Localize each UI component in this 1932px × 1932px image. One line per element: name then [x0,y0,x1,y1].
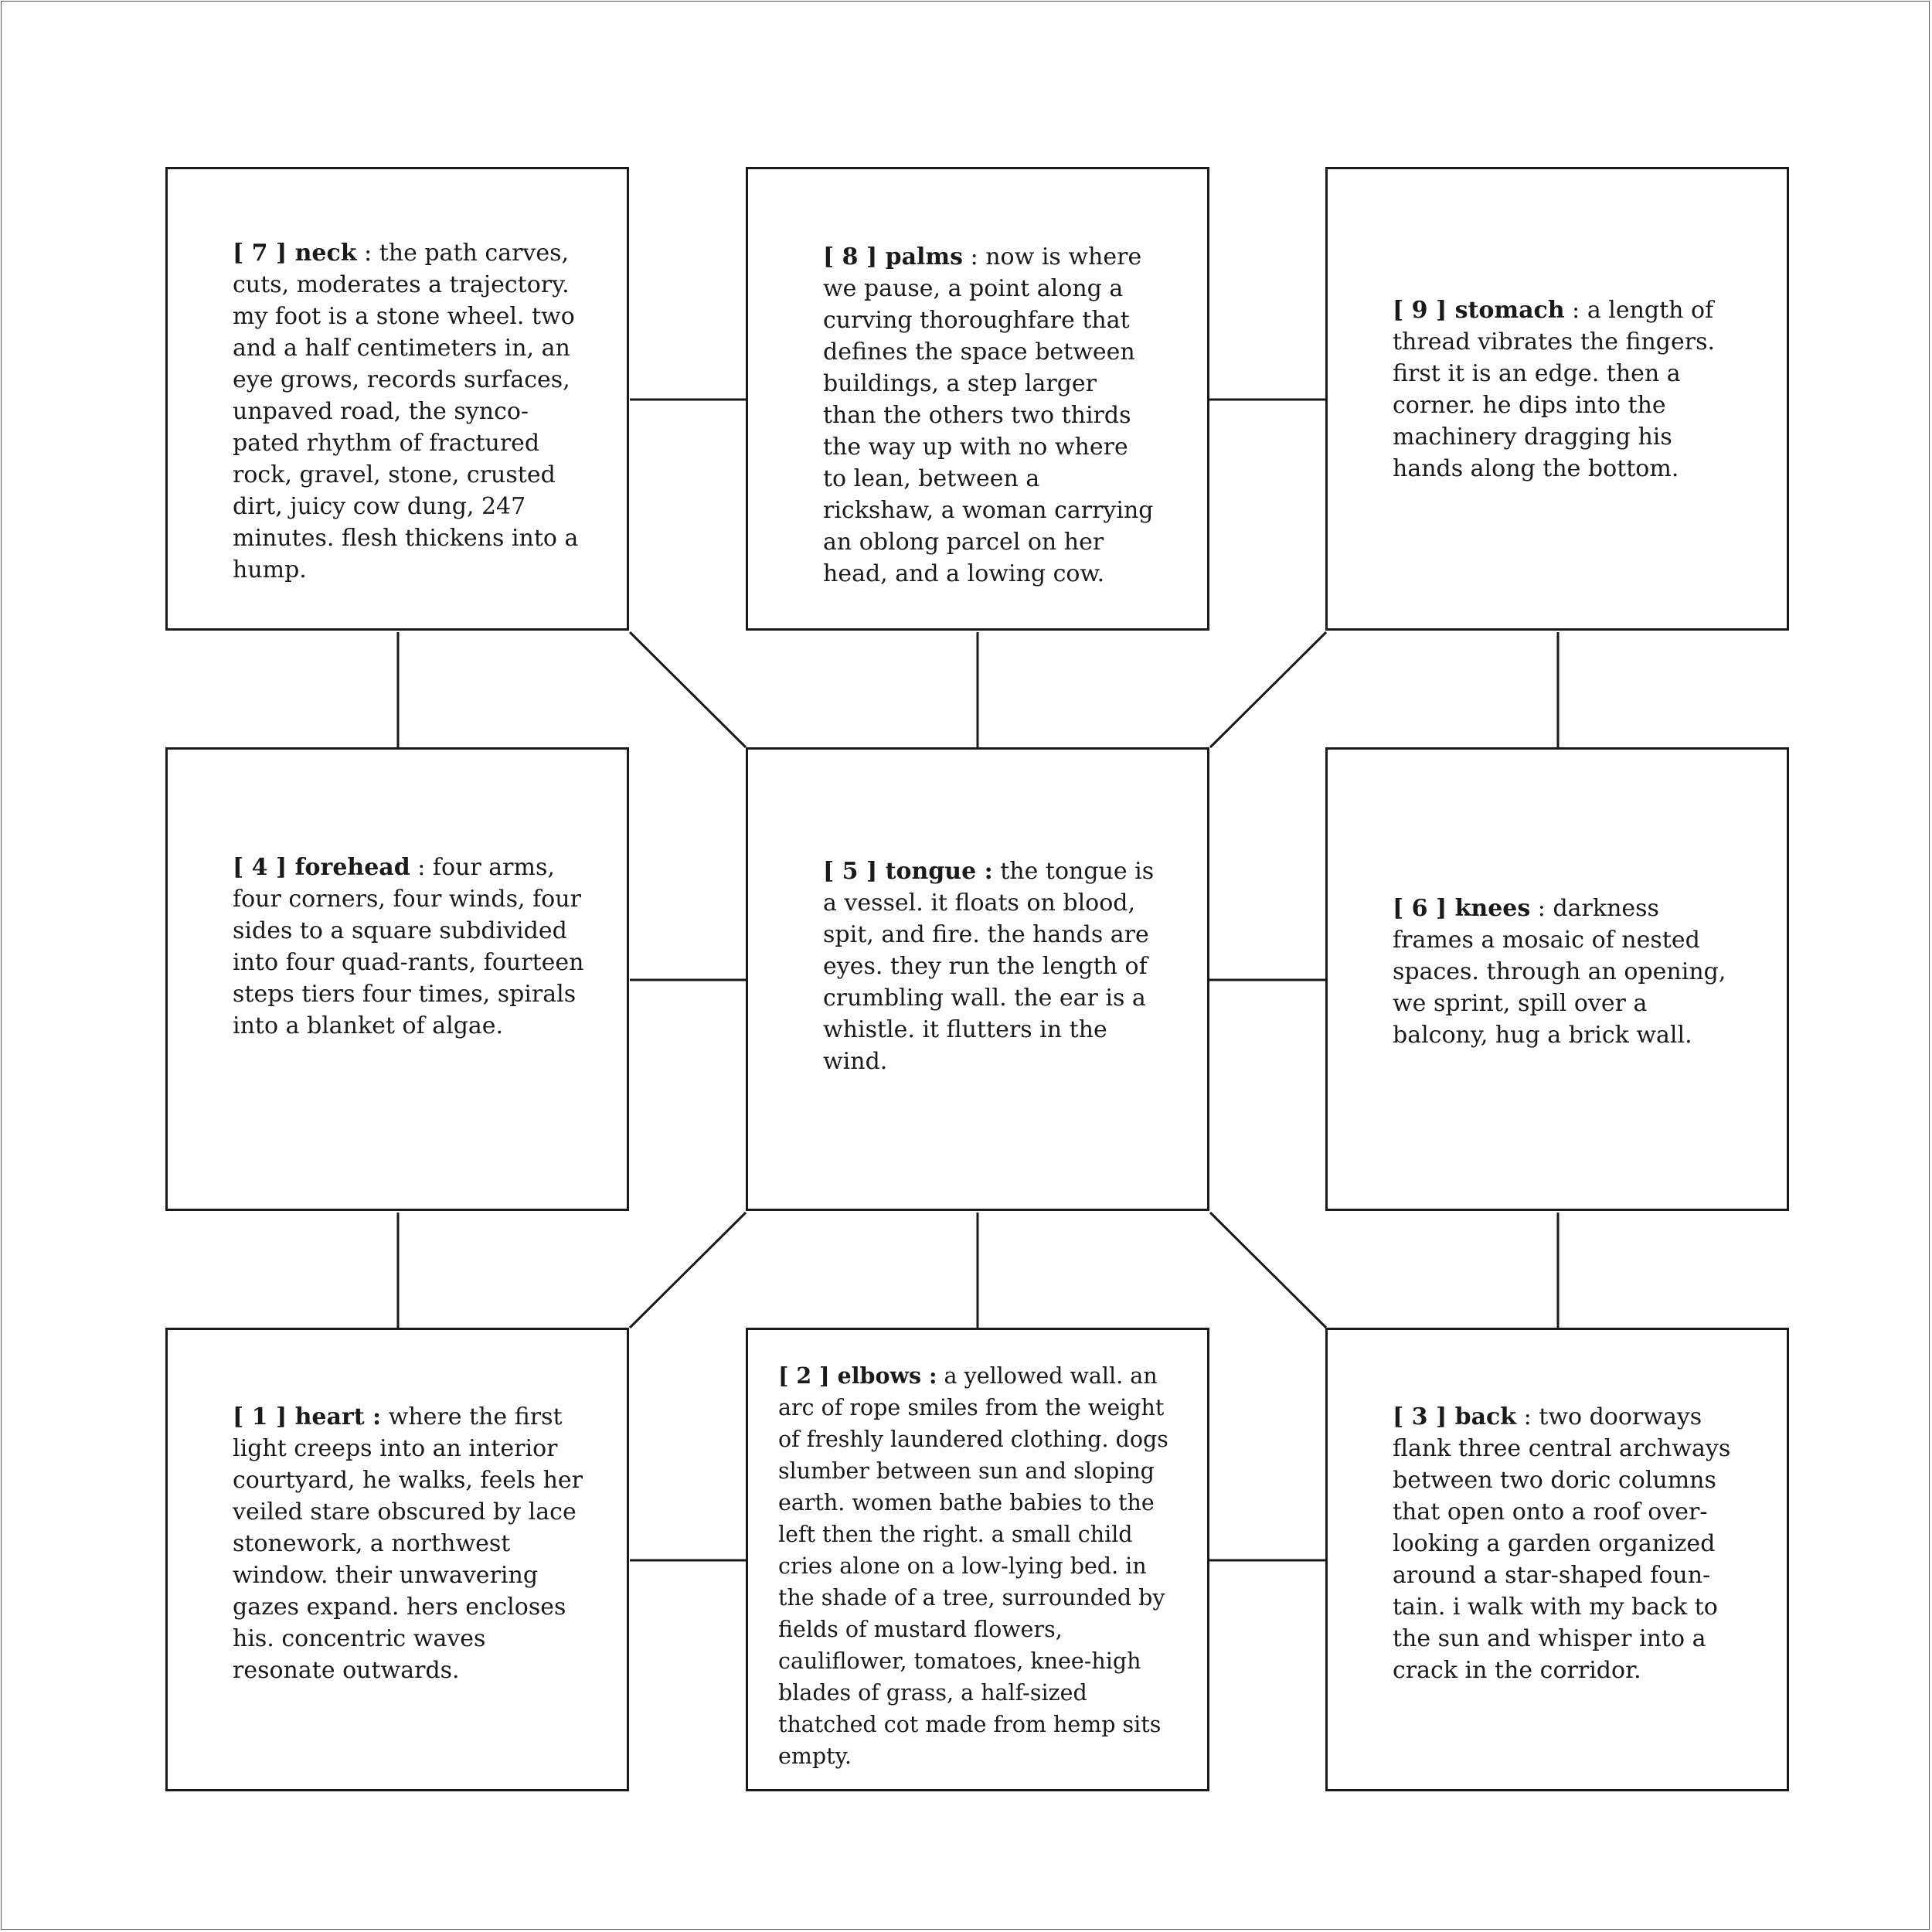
box-palms-label: [ 8 ] palms [823,243,964,270]
connector-stomach-tongue [1210,632,1326,747]
box-neck [165,167,629,631]
box-elbows-body: a yellowed wall. an arc of rope smiles from the weight of freshly laundered clothing. dogs slumber between sun and sloping earth. women bathe babies to the left then the right. a small child cries alone on a low-lying bed. in the shade of a tree, surrounded by fields of mustard flowers, cauliflower, tomatoes, knee-high blades of grass, a half-sized thatched cot made from hemp sits empty. [778,1363,1168,1769]
box-forehead-text: [ 4 ] forehead : four arms, four corners, four winds, four sides to a square subdivided into four quad-rants, fourteen steps tiers four times, spirals into a blanket of algae. [233,854,584,1039]
connector-heart-tongue [630,1213,746,1328]
connector-neck-tongue [630,632,746,747]
box-forehead [165,747,629,1211]
box-neck-text: [ 7 ] neck : the path carves, cuts, moderates a trajectory. my foot is a stone wheel. two and a half centimeters in, an eye grows, records surfaces, unpaved road, the synco-pated rhythm of fractured rock, gravel, stone, crusted dirt, juicy cow dung, 247 minutes. flesh thickens into a hump. [233,240,579,583]
box-palms-body: now is where we pause, a point along a curving thoroughfare that defines the space between buildings, a step larger than the others two thirds the way up with no where to lean, between a rickshaw, a woman carrying an oblong parcel on her head, and a lowing cow. [823,243,1154,587]
box-back-text: [ 3 ] back : two doorways flank three central archways between two doric columns that open onto a roof over-looking a garden organized around a star-shaped foun-tain. i walk with my back to the sun and whisper into a crack in the corridor. [1393,1403,1731,1684]
box-tongue-body: the tongue is a vessel. it floats on blood, spit, and fire. the hands are eyes. they run the length of crumbling wall. the ear is a whistle. it flutters in the wind. [823,858,1155,1075]
box-back-label: [ 3 ] back [1393,1403,1517,1430]
box-stomach-label: [ 9 ] stomach [1393,297,1565,324]
box-forehead-body: four arms, four corners, four winds, four sides to a square subdivided into four quad-rants, fourteen steps tiers four times, spirals into a blanket of algae. [233,854,584,1039]
box-tongue [746,747,1209,1211]
box-knees-text: [ 6 ] knees : darkness frames a mosaic of nested spaces. through an opening, we sprint, spill over a balcony, hug a brick wall. [1393,895,1726,1049]
box-heart [165,1328,629,1791]
box-elbows-text [778,1360,1179,1772]
box-palms [746,167,1209,631]
box-back [1325,1328,1789,1791]
connector-back-tongue [1210,1213,1326,1328]
box-elbows [746,1328,1209,1791]
box-elbows-label: [ 2 ] elbows : [778,1362,937,1389]
box-heart-label: [ 1 ] heart : [233,1403,382,1430]
box-knees [1325,747,1789,1211]
box-back-body: two doorways flank three central archways between two doric columns that open onto a roof over-looking a garden organized around a star-shaped foun-tain. i walk with my back to the sun and whisper into a crack in the corridor. [1393,1403,1731,1684]
box-forehead-label: [ 4 ] forehead [233,854,410,881]
box-stomach [1325,167,1789,631]
box-heart-body: where the first light creeps into an interior courtyard, he walks, feels her veiled stare obscured by lace stonework, a northwest window. their unwavering gazes expand. hers encloses his. concentric waves resonate outwards. [233,1403,583,1684]
box-neck-body: the path carves, cuts, moderates a trajectory. my foot is a stone wheel. two and a half centimeters in, an eye grows, records surfaces, unpaved road, the synco-pated rhythm of fractured rock, gravel, stone, crusted dirt, juicy cow dung, 247 minutes. flesh thickens into a hump. [233,240,579,583]
box-tongue-label: [ 5 ] tongue : [823,858,993,885]
box-neck-label: [ 7 ] neck [233,240,357,267]
box-knees-body: darkness frames a mosaic of nested spaces. through an opening, we sprint, spill over a balcony, hug a brick wall. [1393,895,1726,1049]
box-stomach-body: a length of thread vibrates the fingers. first it is an edge. then a corner. he dips into the machinery dragging his hands along the bottom. [1393,297,1716,482]
box-palms-text: [ 8 ] palms : now is where we pause, a point along a curving thoroughfare that defines the space between buildings, a step larger than the others two thirds the way up with no where to lean, between a rickshaw, a woman carrying an oblong parcel on her head, and a lowing cow. [823,243,1154,587]
box-knees-label: [ 6 ] knees [1393,895,1531,922]
box-tongue-text [823,855,1155,1077]
box-heart-text [233,1401,588,1686]
box-stomach-text: [ 9 ] stomach : a length of thread vibrates the fingers. first it is an edge. then a corner. he dips into the machinery dragging his hands along the bottom. [1393,297,1716,482]
